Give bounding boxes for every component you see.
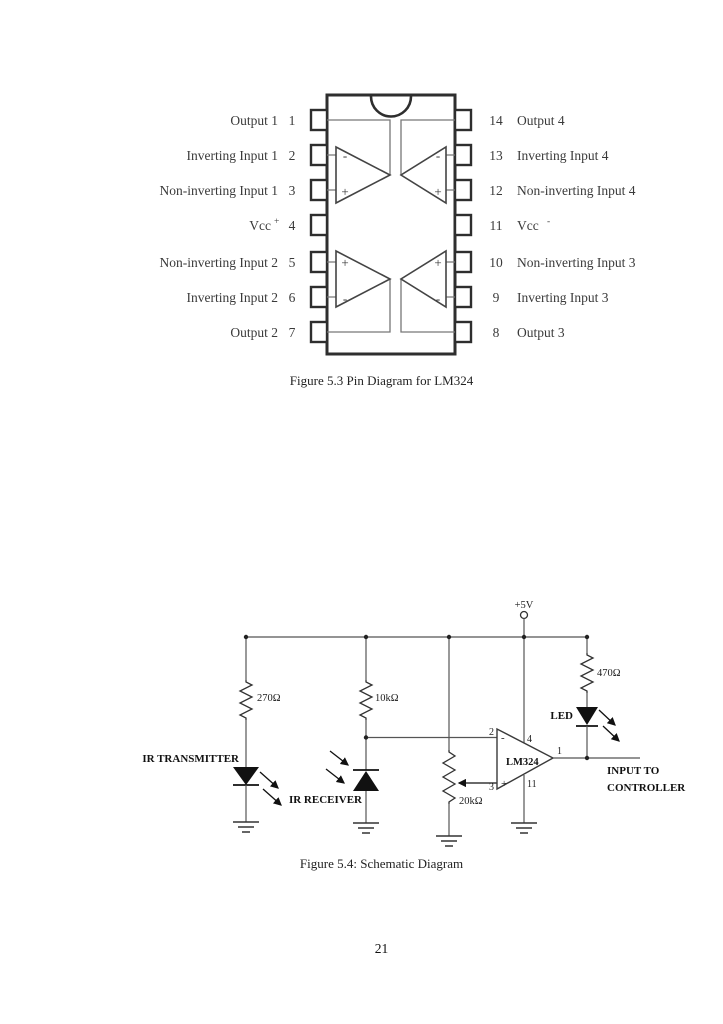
incoming-light-arrow-icon [330,751,348,765]
output-label-line2: CONTROLLER [607,782,686,794]
pin-label: Output 2 [230,325,278,340]
opamp-plus-sign: + [434,184,442,199]
opamp-plus-sign: + [341,184,349,199]
output-label-line1: INPUT TO [607,765,660,777]
pin-label: Vcc [249,218,271,233]
left-pin-labels [160,113,296,340]
opamp-pin-number: 4 [527,734,532,745]
opamp-minus-sign: - [342,291,348,306]
pin-box [311,110,327,130]
pin-box [455,110,471,130]
ground-icon [511,823,537,833]
pin-box [455,180,471,200]
ir-transmitter-label: IR TRANSMITTER [142,753,239,765]
resistor-symbol [581,653,593,693]
pin-label: Inverting Input 1 [186,148,278,163]
opamp-pin-number: 2 [489,727,494,738]
pin-boxes-left [311,110,327,342]
pin-number: 11 [489,218,503,233]
pin-label: Non-inverting Input 3 [517,255,636,270]
opamp-pin-number: 3 [489,782,494,793]
pin-box [455,215,471,235]
opamp-plus-sign: + [341,255,349,270]
pin-label: Output 4 [517,113,565,128]
figure-5-3-caption: Figure 5.3 Pin Diagram for LM324 [289,373,474,388]
emit-arrow-icon [260,772,278,788]
emit-arrow-icon [263,789,281,805]
pin-label: Output 1 [230,113,278,128]
pin-label: Non-inverting Input 1 [159,183,278,198]
ic-body [327,95,455,354]
figure-5-4-caption: Figure 5.4: Schematic Diagram [299,856,464,871]
ir-receiver-label: IR RECEIVER [288,794,362,806]
emit-arrow-icon [603,726,619,741]
supply-label: +5V [514,600,534,611]
pin-label: Non-inverting Input 4 [517,183,636,198]
incoming-light-arrow-icon [326,769,344,783]
opamp-minus-sign: - [342,148,348,163]
led-label: LED [550,710,573,722]
resistor-symbol [360,680,372,720]
pin-number: 7 [288,325,296,340]
pin-number: 5 [288,255,296,270]
pin-label: Inverting Input 4 [517,148,609,163]
pin-label: Inverting Input 2 [186,290,278,305]
resistor-symbol [240,680,252,720]
pin-number: 8 [492,325,500,340]
resistor-value: 20kΩ [459,796,483,807]
ground-icon [233,822,259,832]
ir-led-diode-symbol [233,767,259,785]
resistor-value: 10kΩ [375,693,399,704]
pin-number: 4 [288,218,296,233]
emit-arrow-icon [599,710,615,725]
resistor-value: 470Ω [597,668,621,679]
opamp-minus-sign: - [501,732,505,744]
pin-box [311,287,327,307]
schematic-figure [0,592,723,854]
pin-number: 3 [288,183,296,198]
opamp-pin-number: 11 [527,779,537,790]
pin-number: 1 [288,113,296,128]
pin-box [311,252,327,272]
pin-box [311,215,327,235]
page-number: 21 [374,941,389,956]
opamp-plus-sign: + [434,255,442,270]
pin-box [455,145,471,165]
output-text [607,765,686,794]
pin-label: Vcc [517,218,539,233]
ground-icon [353,823,379,833]
ir-transmitter-branch [142,637,281,832]
pin-number: 14 [489,113,503,128]
photodiode-symbol [353,771,379,791]
junction-dots [244,635,589,760]
right-pin-labels [489,113,635,340]
junction-dot [364,735,368,739]
pin-number: 10 [489,255,503,270]
ground-icon [436,836,462,846]
pin-label-superscript: + [274,217,280,227]
pin-number: 13 [489,148,503,163]
pin-diagram-figure [0,80,723,390]
potentiometer-branch [436,637,497,846]
opamp-symbol [489,637,640,833]
pin-box [455,252,471,272]
opamp-pin-number: 1 [557,746,562,757]
resistor-value: 270Ω [257,693,281,704]
pin-number: 6 [288,290,296,305]
pin-box [311,322,327,342]
supply-terminal-icon [521,612,528,619]
pin-number: 12 [489,183,503,198]
pin-label: Output 3 [517,325,565,340]
opamp-plus-sign: + [501,778,508,790]
pin-label: Inverting Input 3 [517,290,609,305]
pin-boxes-right [455,110,471,342]
pin-box [455,287,471,307]
pin-label: Non-inverting Input 2 [159,255,278,270]
pin-number: 9 [492,290,500,305]
led-branch [550,637,620,758]
pin-box [311,145,327,165]
supply-terminal [515,600,534,637]
pin-box [455,322,471,342]
resistor-symbol [443,750,455,804]
ic-label: LM324 [506,757,539,768]
opamp-minus-sign: - [435,291,441,306]
led-diode-symbol [576,707,598,725]
opamp-minus-sign: - [435,148,441,163]
pin-box [311,180,327,200]
pin-number: 2 [288,148,296,163]
pin-label-superscript: - [547,217,551,227]
